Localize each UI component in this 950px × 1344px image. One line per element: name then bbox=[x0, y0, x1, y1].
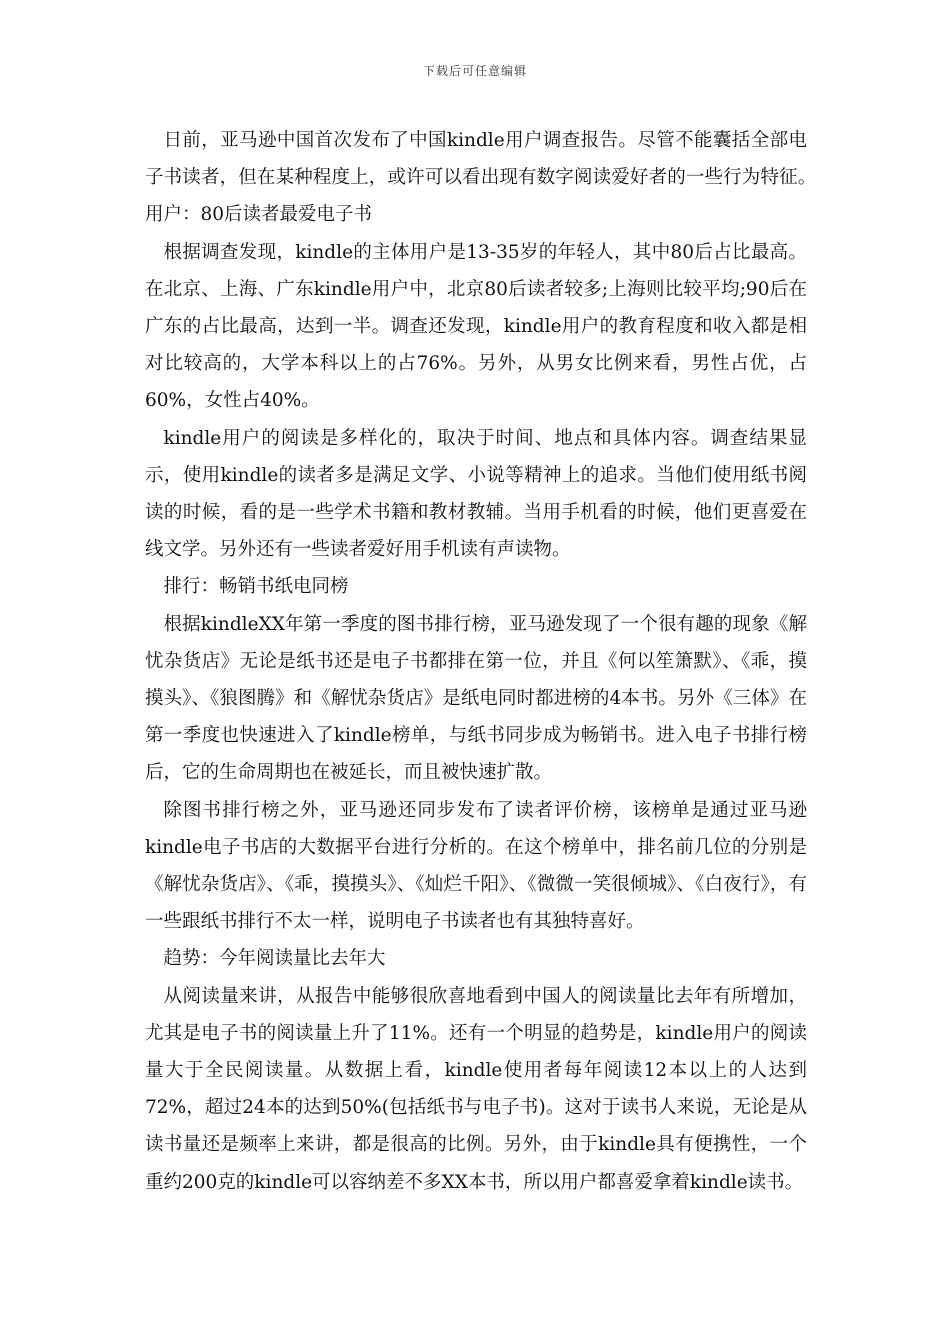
paragraph-reader-reviews: 除图书排行榜之外，亚马逊还同步发布了读者评价榜，该榜单是通过亚马逊kindle电子书店的大数据平台进行分析的。在这个榜单中，排名前几位的分别是《解忧杂货店》、《乖，摸摸头》、《灿烂千阳》、《微微一笑很倾城》、《白夜行》，有一些跟纸书排行不太一样，说明电子书读者也有其独特喜好。 bbox=[145, 799, 807, 933]
paragraph-trend: 从阅读量来讲，从报告中能够很欣喜地看到中国人的阅读量比去年有所增加，尤其是电子书的阅读量上升了11%。还有一个明显的趋势是，kindle用户的阅读量大于全民阅读量。从数据上看，kindle使用者每年阅读12本以上的人达到72%，超过24本的达到50%(包括纸书与电子书)。这对于读书人来说，无论是从读书量还是频率上来讲，都是很高的比例。另外，由于kindle具有便携性，一个重约200克的kindle可以容纳差不多XX本书，所以用户都喜爱拿着kindle读书。 bbox=[145, 985, 807, 1193]
document-body bbox=[145, 122, 826, 1201]
section-heading-ranking: 排行：畅销书纸电同榜 bbox=[163, 576, 349, 598]
paragraph-user-demographics: 根据调查发现，kindle的主体用户是13-35岁的年轻人，其中80后占比最高。在北京、上海、广东kindle用户中，北京80后读者较多;上海则比较平均;90后在广东的占比最高，达到一半。调查还发现，kindle用户的教育程度和收入都是相对比较高的，大学本科以上的占76%。另外，从男女比例来看，男性占优，占60%，女性占40%。 bbox=[145, 241, 807, 412]
paragraph-intro: 日前，亚马逊中国首次发布了中国kindle用户调查报告。尽管不能囊括全部电子书读者，但在某种程度上，或许可以看出现有数字阅读爱好者的一些行为特征。 用户：80后读者最爱电子书 bbox=[145, 130, 826, 226]
paragraph-reading-diversity: kindle用户的阅读是多样化的，取决于时间、地点和具体内容。调查结果显示，使用kindle的读者多是满足文学、小说等精神上的追求。当他们使用纸书阅读的时候，看的是一些学术书籍和教材教辅。当用手机看的时候，他们更喜爱在线文学。另外还有一些读者爱好用手机读有声读物。 bbox=[145, 427, 807, 561]
page-header-note: 下载后可任意编辑 bbox=[422, 64, 527, 78]
paragraph-ranking: 根据kindleXX年第一季度的图书排行榜，亚马逊发现了一个很有趣的现象《解忧杂货店》无论是纸书还是电子书都排在第一位，并且《何以笙箫默》、《乖，摸摸头》、《狼图腾》和《解忧杂货店》是纸电同时都进榜的4本书。另外《三体》在第一季度也快速进入了kindle榜单，与纸书同步成为畅销书。进入电子书排行榜后，它的生命周期也在被延长，而且被快速扩散。 bbox=[145, 613, 807, 784]
section-heading-trend: 趋势：今年阅读量比去年大 bbox=[163, 948, 386, 970]
